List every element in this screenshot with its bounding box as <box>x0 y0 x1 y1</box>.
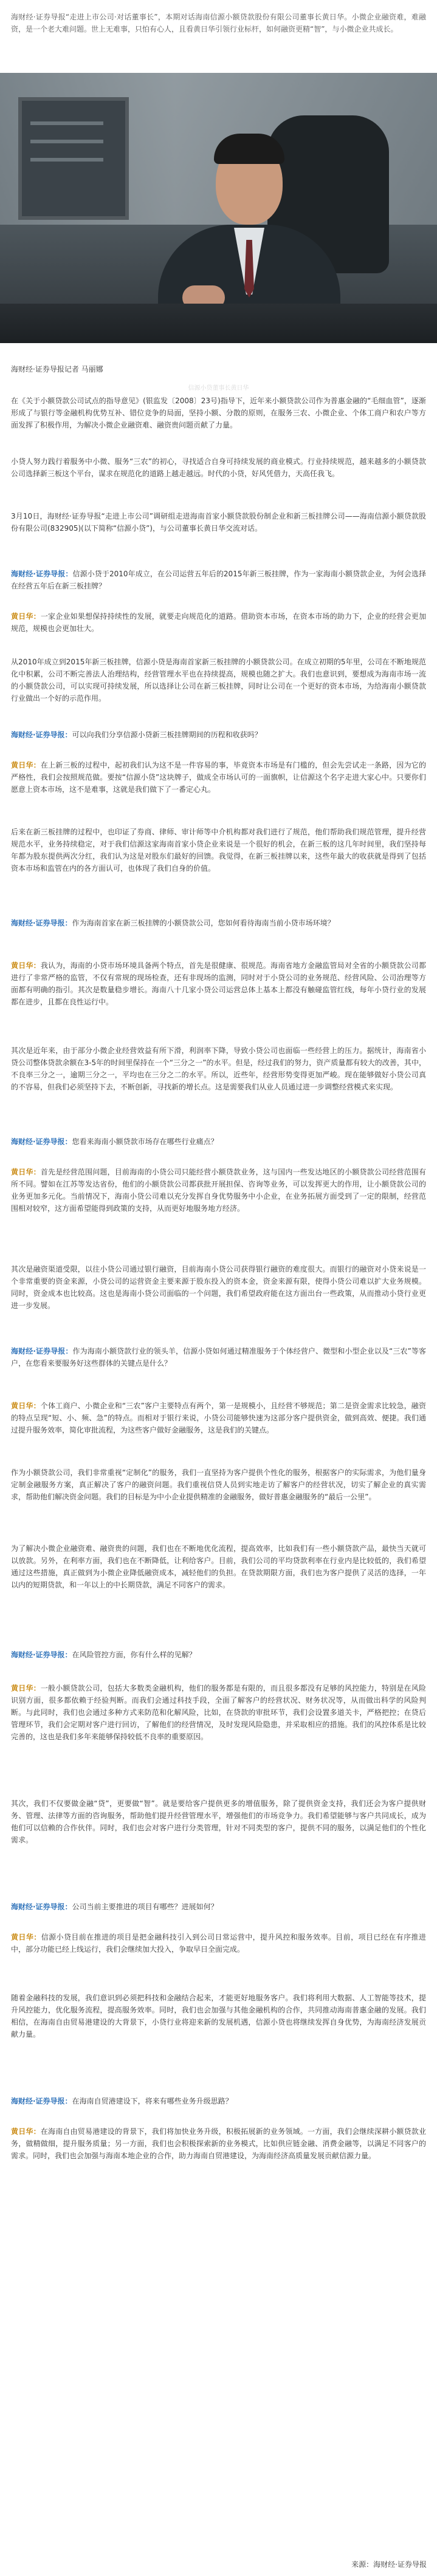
answer-label: 黄日华： <box>11 961 41 970</box>
photo-person-hair <box>214 134 284 164</box>
answer-block <box>11 1682 426 1743</box>
question-text: 作为海南小额贷款行业的领头羊，信源小贷如何通过精准服务于个体经营户、微型和小型企业以及“三农”等客户，在您看来要服务好这些群体的关键点是什么？ <box>11 1347 426 1368</box>
body-paragraph: 从2010年成立到2015年新三板挂牌，信源小贷是海南首家新三板挂牌的小额贷款公司。在成立初期的5年里，公司在不断地规范化中积累，公司不断完善法人治理结构，经营管理水平也在持续提高，规模也随之扩大。我们也意识到，要想成为海南市场一流的小额贷款公司，可以实现可持续发展，所以选择让公司在新三板挂牌，同时让公司在一个更好的资本市场，为给海南小额贷款行业做出一个好的示范作用。 <box>11 658 426 703</box>
question-text: 您看来海南小额贷款市场存在哪些行业痛点？ <box>72 1137 218 1146</box>
question-block <box>11 917 426 929</box>
intro-paragraph: 海财经·证券导报“走进上市公司·对话董事长”，本期对话海南信源小额贷款股份有限公司董事长黄日华。小微企业融资难，难融资，是一个老大难问题。世上无难事，只怕有心人，且看黄日华引领行业标杆，如何融资更精“智”，与小微企业共成长。 <box>11 13 426 33</box>
article-source: 来源：海财经·证券导报 <box>351 2560 427 2569</box>
question-block <box>11 2095 426 2107</box>
reporter-byline: 海财经·证券导报记者 马丽娜 <box>11 365 103 373</box>
question-block <box>11 1345 426 1369</box>
answer-text: 个体工商户、小微企业和“三农”客户主要特点有两个，第一是规模小，且经营不够规范；第二是资金需求比较急，融资的特点呈现“短、小、频、急”的特点。而相对于银行来说，小贷公司能够快速为这部分客户提供资金，做到高效、便捷。我们通过提升服务效率，简化审批流程，为这些客户做好金融服务，这是我们的关键点。 <box>11 1402 426 1434</box>
body-paragraph: 在《关于小额贷款公司试点的指导意见》(银监发〔2008〕23号)指导下，近年来小额贷款公司作为普惠金融的“毛细血管”，逐渐形成了与银行等金融机构优势互补、错位竞争的局面，坚持小额、分散的原则，在服务三农、小微企业、个体工商户和农户等方面发挥了积极作用，为解决小微企业融资难、融资贵问题贡献了力量。 <box>11 397 426 429</box>
body-paragraph: 其次是融资渠道受限，以往小贷公司通过银行融资，目前海南小贷公司获得银行融资的难度很大。而银行的融资对小贷来说是一个非常重要的资金来源，小贷公司的运营资金主要来源于股东投入的资本金，资金来源有限，使得小贷公司难以扩大业务规模。同时，资金成本也比较高。这也是海南小贷公司面临的一个问题，我们希望政府能在这方面出台一些政策，从而推动小贷行业更进一步发展。 <box>11 1265 426 1310</box>
body-paragraph: 3月10日，海财经·证券导报“走进上市公司”调研组走进海南首家小额贷款股份制企业和新三板挂牌公司——海南信源小额贷款股份有限公司(832905)(以下简称“信源小贷”)，与公司董事长黄日华交流对话。 <box>11 512 426 533</box>
question-text: 在风险管控方面，你有什么样的见解？ <box>72 1651 196 1659</box>
answer-block <box>11 759 426 796</box>
answer-label: 黄日华： <box>11 1684 41 1692</box>
photo-board-line <box>30 158 103 162</box>
body-paragraph: 后来在新三板挂牌的过程中，也印证了券商、律师、审计师等中介机构都对我们进行了规范，他们帮助我们规范管理，提升经营规范水平，业务持续稳定，对于我们信源这家海南首家小贷企业来说是一个很好的机会，在新三板的这几年时间里，我们坚持每年都为股东提供两次分红，我们认为这是对股东们最好的回馈。我觉得，在新三板挂牌以来，这些年最大的收获就是得到了包括资本市场和监管在内的各方面认可，也体现了我们自身的价值。 <box>11 828 426 873</box>
answer-block <box>11 2125 426 2162</box>
question-label: 海财经·证券导报： <box>11 1903 72 1911</box>
question-label: 海财经·证券导报： <box>11 2097 72 2105</box>
question-block <box>11 1901 426 1913</box>
answer-block <box>11 1166 426 1215</box>
answer-label: 黄日华： <box>11 761 41 769</box>
answer-text: 一般小额贷款公司，包括大多数类金融机构，他们的服务都是有限的，而且很多都没有足够的风控能力，特别是在风险识别方面，很多都依赖于经验判断。而我们会通过科技手段，全面了解客户的经营状况、财务状况等，从而做出科学的风险判断。与此同时，我们也会通过多种方式来防范和化解风险，比如，在贷款的审批环节，我们会设置多道关卡，严格把控；在贷后管理环节，我们会定期对客户进行回访，了解他们的经营情况，及时发现风险隐患，并采取相应的措施。我们的风控体系是比较完善的，这也是我们多年来能够保持较低不良率的重要原因。 <box>11 1684 426 1741</box>
body-paragraph: 其次是近年来，由于部分小微企业经营效益有所下滑，利润率下降，导致小贷公司也面临一些经营上的压力。据统计，海南省小贷公司整体贷款余额在3-5年的时间里保持在一个“三分之一”的水平。但是，经过我们的努力，资产质量都有较大的改善，其中，不良率三分之一，逾期三分之一，平均也在三分之二的水平。所以，近些年，经营形势变得更加严峻。现在能够做好小贷公司真的不容易，但我们必须坚持下去，不断创新，寻找新的增长点。这是需要我们从业人员通过进一步调整经营模式来实现。 <box>11 1046 426 1091</box>
question-text: 在海南自贸港建设下，将来有哪些业务升级思路？ <box>72 2097 233 2105</box>
question-label: 海财经·证券导报： <box>11 1347 73 1355</box>
answer-label: 黄日华： <box>11 612 41 621</box>
body-paragraph: 随着金融科技的发展，我们意识到必须把科技和金融结合起来，才能更好地服务客户。我们将利用大数据、人工智能等技术，提升风控能力，优化服务流程，提高服务效率。同时，我们也会加强与其他金融机构的合作，共同推动海南普惠金融的发展。我们相信，在海南自由贸易港建设的大背景下，小贷行业将迎来新的发展机遇，信源小贷也将继续发挥自身优势，为海南经济发展贡献力量。 <box>11 1994 426 2039</box>
body-paragraph: 作为小额贷款公司，我们非常重视“定制化”的服务，我们一直坚持为客户提供个性化的服务，根据客户的实际需求，为他们量身定制金融服务方案，真正解决了客户的融资问题。我们重视信贷人员到实地走访了解客户的经营状况，切实了解企业的真实需求，帮助他们解决资金问题。我们的目标是为中小企业提供精准的金融服务，做好普惠金融服务的“最后一公里”。 <box>11 1468 426 1501</box>
answer-text: 在海南自由贸易港建设的背景下，我们将加快业务升级，积极拓展新的业务领域。一方面，我们会继续深耕小额贷款业务，做精做细，提升服务质量；另一方面，我们也会积极探索新的业务模式，比如供应链金融、消费金融等，以满足不同客户的需求。同时，我们也会加强与海南本地企业的合作，助力海南自贸港建设，为海南经济高质量发展贡献信源力量。 <box>11 2127 426 2160</box>
question-text: 可以向我们分享信源小贷新三板挂牌期间的历程和收获吗？ <box>72 731 262 739</box>
question-block <box>11 1136 426 1148</box>
question-block <box>11 568 426 592</box>
photo-desk <box>0 304 437 343</box>
answer-text: 我认为，海南的小贷市场环境具备两个特点，首先是很健康、很规范。海南省地方金融监管局对全省的小额贷款公司都进行了非常严格的监管，不仅有常规的现场检查，还有非现场的监测，同时对于小贷公司的业务规范、经营风险、公司治理等方面都有明确的指引。其次是数量稳步增长。海南八十几家小贷公司运营总体上基本上都没有触碰监管红线，每年小贷行业的发展都在进步，且都在良性运行中。 <box>11 961 426 1006</box>
answer-text: 在上新三板的过程中，起初我们认为这不是一件容易的事，毕竟资本市场是有门槛的，但会先尝试走一条路，因为它的严格性，我们会按照规范做。要按“信源小贷”这块牌子，做成全市场认可的一面旗帜，让信源这个名字走进大家心中。只要你们愿意上资本市场，这不是难事，这就是我们做下了一番定心丸。 <box>11 761 426 794</box>
answer-text: 一家企业如果想保持持续性的发展，就要走向规范化的道路。借助资本市场，在资本市场的助力下，企业的经营会更加规范，规模也会更加壮大。 <box>11 612 426 633</box>
answer-label: 黄日华： <box>11 2127 41 2136</box>
question-label: 海财经·证券导报： <box>11 919 72 927</box>
question-text: 公司当前主要推进的项目有哪些？进展如何？ <box>72 1903 218 1911</box>
answer-label: 黄日华： <box>11 1402 41 1410</box>
question-label: 海财经·证券导报： <box>11 1137 72 1146</box>
question-block <box>11 1649 426 1661</box>
question-label: 海财经·证券导报： <box>11 570 73 578</box>
photo-caption: 信源小贷董事长黄日华 <box>188 385 249 392</box>
answer-label: 黄日华： <box>11 1933 41 1941</box>
question-label: 海财经·证券导报： <box>11 1651 72 1659</box>
answer-block <box>11 610 426 635</box>
question-text: 作为海南首家在新三板挂牌的小额贷款公司，您如何看待海南当前小贷市场环境？ <box>72 919 335 927</box>
answer-block <box>11 1931 426 1955</box>
photo-board-line <box>30 121 103 125</box>
question-label: 海财经·证券导报： <box>11 731 72 739</box>
answer-block <box>11 1400 426 1436</box>
photo-board-line <box>30 140 103 143</box>
question-block <box>11 729 426 741</box>
body-paragraph: 为了解决小微企业融资难、融资贵的问题，我们也在不断地优化流程，提高效率，比如我们有一些小额贷款产品，最快当天就可以放款。另外，在利率方面，我们也在不断降低，让利给客户。目前，我们公司的平均贷款利率在行业内是比较低的，我们希望通过这些措施，真正做到为小微企业降低融资成本，减轻他们的负担。在贷款期限方面，我们也为客户提供了灵活的选择，一年以内的短期贷款，和一年以上的中长期贷款，满足不同客户的需求。 <box>11 1544 426 1589</box>
body-paragraph: 小贷人努力践行着服务中小微、服务“三农”的初心，寻找适合自身可持续发展的商业模式。行业持续规范，越来越多的小额贷款公司选择新三板这个平台，谋求在规范化的道路上越走越远。时代的小贷，好风凭借力，天高任我飞。 <box>11 457 426 478</box>
body-paragraph: 其次，我们不仅要做金融“贷”，更要做“智”。就是要给客户提供更多的增值服务，除了提供资金支持，我们还会为客户提供财务、管理、法律等方面的咨询服务，帮助他们提升经营管理水平，增强他们的市场竞争力。我们希望能够与客户共同成长，成为他们可以信赖的合作伙伴。同时，我们也会对客户进行分类管理，针对不同类型的客户，提供不同的服务，以满足他们的个性化需求。 <box>11 1799 426 1844</box>
question-text: 信源小贷于2010年成立，在公司运营五年后的2015年新三板挂牌，作为一家海南小额贷款企业，为何会选择在经营五年后在新三板挂牌？ <box>11 570 426 590</box>
answer-text: 信源小贷目前在推进的项目是把金融科技引入到公司日常运营中，提升风控和服务效率。目前，项目已经在有序推进中，部分功能已经上线运行，我们会继续加大投入，争取早日全面完成。 <box>11 1933 426 1954</box>
answer-label: 黄日华： <box>11 1168 41 1176</box>
answer-text: 首先是经营范围问题，目前海南的小贷公司只能经营小额贷款业务，这与国内一些发达地区的小额贷款公司经营范围有所不同。譬如在江苏等发达省份，他们的小额贷款公司都获批开展担保、咨询等业务，可以发挥更大的作用，让小额贷款公司的业务更加多元化。当前情况下，海南小贷公司难以充分发挥自身优势服务中小企业，在业务拓展方面受到了一定的限制，经营范围相对较窄，这方面希望能得到政策的支持，从而更好地服务地方经济。 <box>11 1168 426 1213</box>
answer-block <box>11 959 426 1008</box>
